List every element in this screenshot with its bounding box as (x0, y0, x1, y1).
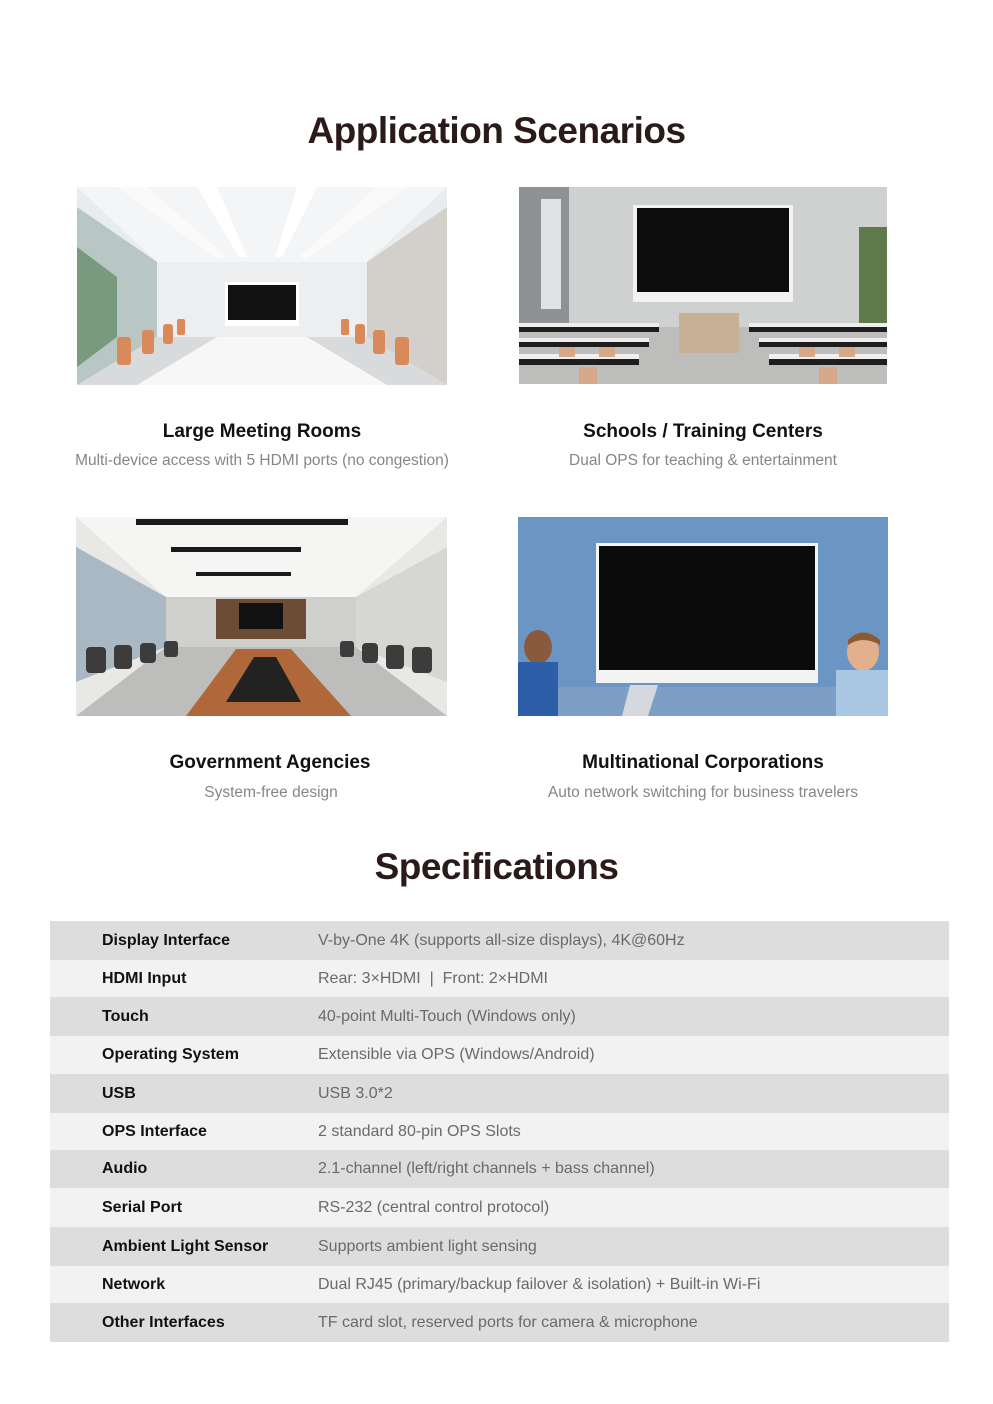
classroom-image (519, 187, 887, 384)
scenario-caption: Schools / Training Centers (583, 421, 823, 442)
spec-value: TF card slot, reserved ports for camera & microphone (318, 1313, 698, 1331)
spec-key: Network (102, 1275, 166, 1293)
section-title-application-scenarios: Application Scenarios (307, 110, 686, 151)
spec-key: Audio (102, 1160, 148, 1177)
scenario-caption: Multinational Corporations (582, 752, 824, 773)
spec-row-network (50, 1266, 949, 1303)
spec-row-ambient-light-sensor (50, 1227, 949, 1266)
spec-key: USB (102, 1084, 136, 1102)
spec-key: Other Interfaces (102, 1313, 225, 1331)
spec-key: Operating System (102, 1046, 239, 1063)
spec-row-other-interfaces (50, 1303, 949, 1342)
scenario-description: Auto network switching for business travelers (547, 784, 859, 801)
spec-value: Supports ambient light sensing (318, 1237, 537, 1255)
spec-row-serial-port (50, 1188, 949, 1227)
corporate-meeting-image (518, 517, 888, 716)
spec-value: Extensible via OPS (Windows/Android) (318, 1046, 595, 1063)
spec-value: 2.1-channel (left/right channels + bass channel) (318, 1160, 655, 1177)
spec-row-operating-system (50, 1036, 949, 1074)
spec-value: 2 standard 80-pin OPS Slots (318, 1122, 521, 1140)
spec-row-ops-interface (50, 1113, 949, 1150)
scenario-description: Dual OPS for teaching & entertainment (569, 452, 837, 469)
spec-key: HDMI Input (102, 969, 187, 987)
spec-key: OPS Interface (102, 1122, 207, 1140)
spec-row-display-interface (50, 921, 949, 960)
spec-row-usb (50, 1074, 949, 1113)
section-title-specifications: Specifications (374, 846, 619, 887)
scenario-description: System-free design (204, 784, 338, 801)
spec-value: RS-232 (central control protocol) (318, 1198, 550, 1216)
scenario-caption: Government Agencies (169, 752, 371, 773)
spec-row-audio (50, 1150, 949, 1188)
scenario-caption: Large Meeting Rooms (162, 421, 362, 442)
spec-key: Serial Port (102, 1198, 183, 1216)
spec-value: USB 3.0*2 (318, 1084, 393, 1102)
spec-row-touch (50, 997, 949, 1036)
spec-key: Ambient Light Sensor (102, 1237, 269, 1255)
meeting-room-image (77, 187, 447, 385)
spec-key: Display Interface (102, 931, 231, 949)
spec-value: 40-point Multi-Touch (Windows only) (318, 1007, 576, 1025)
spec-row-hdmi-input (50, 960, 949, 997)
scenario-description: Multi-device access with 5 HDMI ports (no congestion) (75, 452, 449, 469)
spec-value: Rear: 3×HDMI | Front: 2×HDMI (318, 969, 548, 987)
spec-key: Touch (102, 1007, 149, 1025)
government-hall-image (76, 517, 447, 716)
spec-value: Dual RJ45 (primary/backup failover & isolation) + Built-in Wi-Fi (318, 1275, 761, 1293)
spec-value: V-by-One 4K (supports all-size displays), 4K@60Hz (318, 931, 685, 949)
